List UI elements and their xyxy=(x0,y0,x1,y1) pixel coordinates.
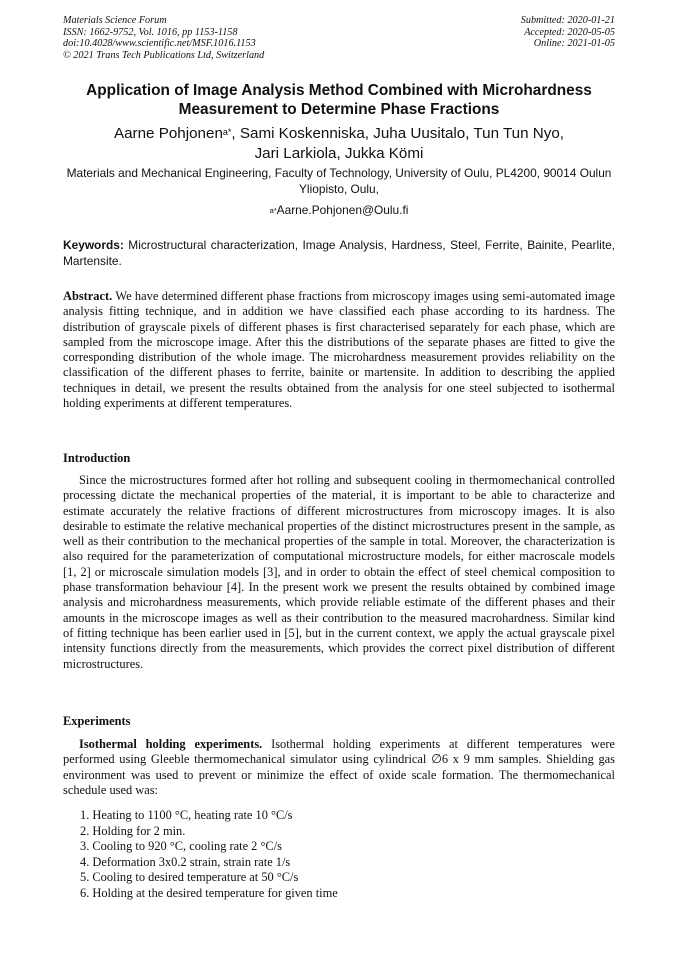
introduction-paragraph: Since the microstructures formed after hot rolling and subsequent cooling in thermomechanical controlled processing dictate the mechanical properties of the material, it is important to be able to characterize and estimate accurately the relative fractions of different microstructures from microscopy images. It is also desirable to estimate the relative mechanical properties of the distinct microstructures present in the sample, as well as their contribution to the mechanical properties of the sample in total. Moreover, the characterization is also required for the parameterization of computational microstructure models, for either macroscale models [1, 2] or microscale simulation models [3], and in order to obtain the effect of steel chemical composition to phase transformation behaviour [4]. In the present work we present the results obtained by combined image analysis and microhardness measurements, which provide reliable estimate of the different phases and their amounts in the microscope images as well as their contribution to the measured macrohardness. Similar kind of fitting technique has been earlier used in [5], but in the current context, we apply the actual grayscale pixel intensity functions directly from the measurements, which provides the correct pixel distribution of different microstructures. xyxy=(63,473,615,671)
publication-dates xyxy=(521,15,615,50)
experiments-heading: Experiments xyxy=(63,714,131,728)
author-list-line-1 xyxy=(63,124,615,144)
journal-name: Materials Science Forum xyxy=(63,15,167,26)
affiliation: Materials and Mechanical Engineering, Faculty of Technology, University of Oulu, PL4200, 90014 Oulun Yliopisto, Oulu, xyxy=(66,166,612,196)
keywords-text: Microstructural characterization, Image Analysis, Hardness, Steel, Ferrite, Bainite, Pearlite, Martensite. xyxy=(63,238,615,268)
journal-doi: doi:10.4028/www.scientific.net/MSF.1016.1153 xyxy=(63,38,256,50)
submitted-date: Submitted: 2020-01-21 xyxy=(520,15,615,26)
introduction-heading: Introduction xyxy=(63,451,131,465)
abstract-text: We have determined different phase fractions from microscopy images using semi-automated image analysis fitting technique, and in addition we have classified each phase according to its hardness. The distribution of grayscale pixels of different phases is first characterised separately for each phase, which are sampled from the microscope image. After this the distributions of the separate phases are fitted to give the corresponding distribution of the whole image. The microhardness measurement provides reliability on the classification of the different phases to ferrite, bainite or martensite. In addition to describing the applied techniques in detail, we present the results obtained from the analysis for one steel subjected to isothermal holding experiments at different temperatures. xyxy=(63,289,615,411)
keywords-label: Keywords: xyxy=(63,238,124,252)
journal-copyright: © 2021 Trans Tech Publications Ltd, Switzerland xyxy=(63,49,265,61)
journal-issn: ISSN: 1662-9752, Vol. 1016, pp 1153-1158 xyxy=(63,26,238,38)
corresponding-author-marker: a* xyxy=(222,127,232,137)
abstract xyxy=(63,289,615,411)
schedule-step: 1. Heating to 1100 °C, heating rate 10 °C/s xyxy=(80,808,293,822)
email-marker: a* xyxy=(269,206,277,215)
co-authors-line-1: , Sami Koskenniska, Juha Uusitalo, Tun Tun Nyo, xyxy=(231,125,565,142)
paper-title-line-2: Measurement to Determine Phase Fractions xyxy=(178,100,500,118)
email-address[interactable]: Aarne.Pohjonen@Oulu.fi xyxy=(276,203,409,217)
author-list xyxy=(63,124,615,163)
corresponding-author: Aarne Pohjonen xyxy=(113,125,223,142)
paper-title xyxy=(63,82,615,119)
schedule-step: 6. Holding at the desired temperature for given time xyxy=(80,885,338,900)
journal-info xyxy=(63,15,264,61)
experiments-paragraph xyxy=(63,737,615,798)
schedule-step: 2. Holding for 2 min. xyxy=(80,823,186,838)
accepted-date: Accepted: 2020-05-05 xyxy=(524,26,615,38)
contact-email xyxy=(63,203,615,218)
schedule-step: 3. Cooling to 920 °C, cooling rate 2 °C/s xyxy=(80,839,282,854)
schedule-step: 5. Cooling to desired temperature at 50 °C/s xyxy=(80,870,299,885)
co-authors-line-2: Jari Larkiola, Jukka Kömi xyxy=(254,144,424,162)
thermomechanical-schedule xyxy=(80,808,338,902)
online-date: Online: 2021-01-05 xyxy=(533,38,615,50)
abstract-label: Abstract. xyxy=(63,289,113,303)
schedule-step: 4. Deformation 3x0.2 strain, strain rate 1/s xyxy=(80,854,291,869)
paper-title-line-1: Application of Image Analysis Method Combined with Microhardness xyxy=(86,82,592,99)
experiments-subheading: Isothermal holding experiments. xyxy=(79,737,263,751)
experiments-text: Isothermal holding experiments at different temperatures were performed using Gleeble thermomechanical simulator using cylindrical ∅6 x 9 mm samples. Shielding gas environment was used to prevent or minimize the effect of oxide scale formation. The thermomechanical schedule used was: xyxy=(63,737,615,797)
keywords xyxy=(63,238,615,269)
